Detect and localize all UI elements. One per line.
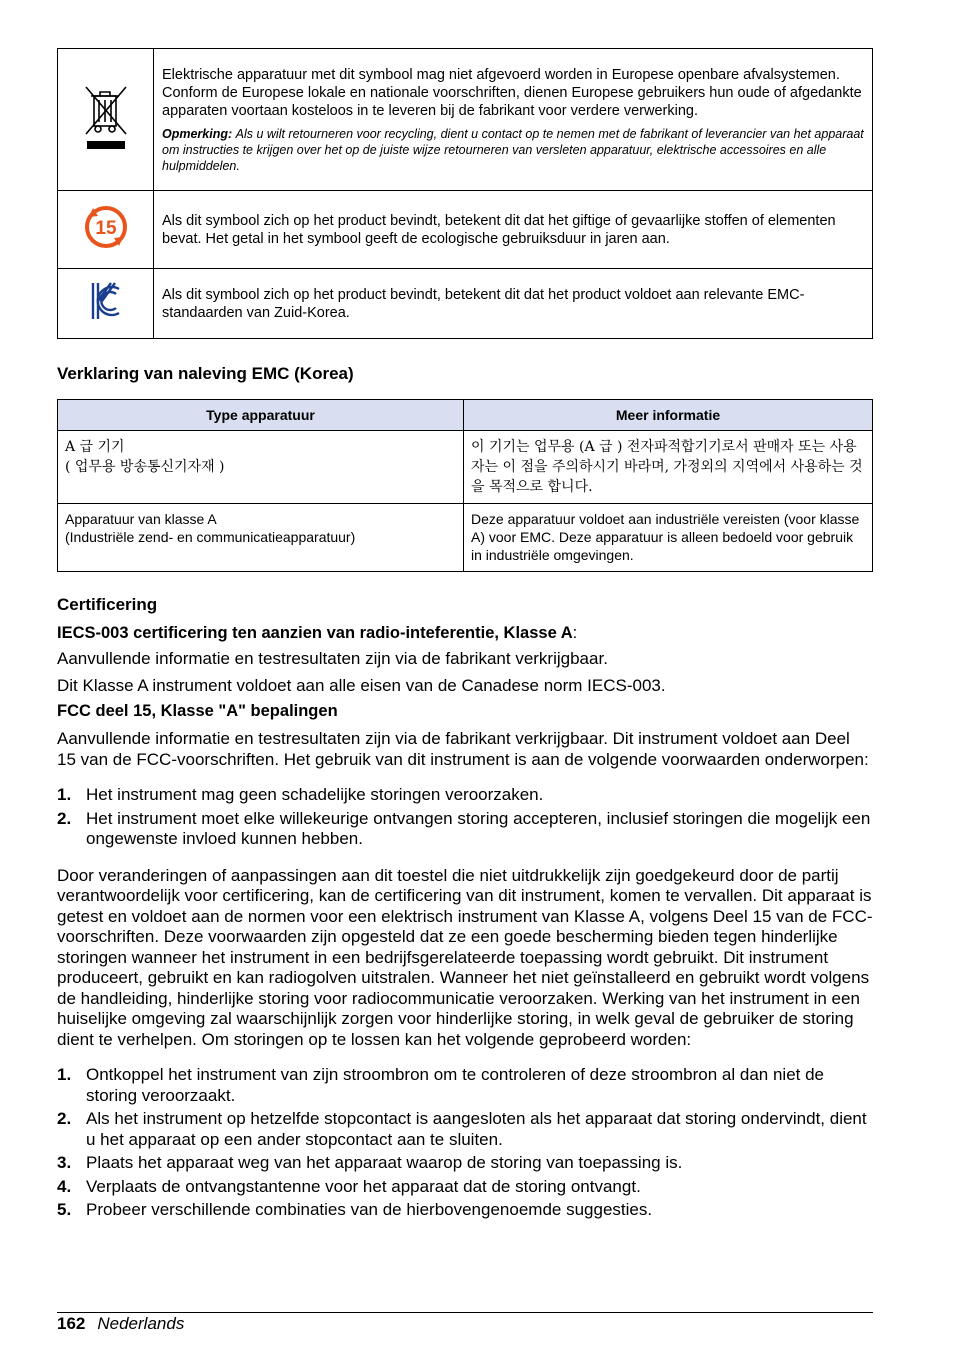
- korea-table: [57, 399, 873, 572]
- symbol-row-weee: [58, 49, 873, 191]
- list-number: 4.: [57, 1176, 72, 1196]
- kc-icon-cell: [58, 269, 154, 339]
- korea-row: [58, 431, 873, 504]
- kc-text-cell: [154, 269, 873, 339]
- cert-heading: Certificering: [57, 595, 158, 614]
- list-item: [57, 1109, 873, 1150]
- list-text: Het instrument moet elke willekeurige ontvangen storing accepteren, inclusief storingen die mogelijk een ongewenste invloed kunnen hebben.: [86, 808, 871, 848]
- fcc-conditions-list: [57, 785, 873, 850]
- list-text: Ontkoppel het instrument van zijn stroombron om te controleren of deze stroombron al dan niet de storing veroorzaakt.: [86, 1065, 825, 1105]
- korea-row-type: [58, 504, 464, 572]
- list-item: [57, 1153, 873, 1174]
- list-item: [57, 809, 873, 850]
- list-text: Verplaats de ontvangstantenne voor het apparaat dat de storing ontvangt.: [86, 1176, 641, 1196]
- iecs-heading-text: IECS-003 certificering ten aanzien van radio-inteferentie, Klasse A: [57, 624, 573, 642]
- note-label: Opmerking:: [162, 126, 233, 141]
- iecs-paragraph-1: Aanvullende informatie en testresultaten zijn via de fabrikant verkrijgbaar.: [57, 649, 608, 668]
- korea-header-row: [58, 400, 873, 431]
- list-item: [57, 1177, 873, 1198]
- fcc-paragraph-2: Door veranderingen of aanpassingen aan dit toestel die niet uitdrukkelijk zijn goedgekeurd door de partij verantwoordelijk voor certificering, kan de certificering van dit instrument, komen te vervallen. Dit apparaat is getest en voldoet aan de normen voor een elektrisch instrument van Klasse A, volgens Deel 15 van de FCC-voorschriften. Deze voorwaarden zijn opgesteld dat ze een goede bescherming bieden tegen hinderlijke storingen wanneer het instrument in een bedrijfsgerelateerde toepassing wordt gebruikt. Dit instrument produceert, gebruikt en kan radiogolven uitstralen. Wanneer het niet geïnstalleerd en gebruikt wordt volgens de handleiding, hinderlijke storing voor radiocommunicatie veroorzaken. Werking van het instrument in een huiselijke omgeving zal waarschijnlijk zorgen voor hinderlijke storing, in welk geval de gebruiker de storing dient te verhelpen. Om storingen op te lossen kan het volgende geprobeerd worden:: [57, 865, 873, 1049]
- symbol-row-kc: [58, 269, 873, 339]
- footer-language: Nederlands: [97, 1314, 185, 1333]
- list-text: Als het instrument op hetzelfde stopcontact is aangesloten als het apparaat dat storing ondervindt, dient u het apparaat op een ander stopcontact aan te sluiten.: [86, 1109, 867, 1149]
- note-text: Als u wilt retourneren voor recycling, dient u contact op te nemen met de fabrikant of leverancier van het apparaat om instructies te krijgen over het op de juiste wijze retourneren van versleten apparatuur, elektrische accessoires en alle hulpmiddelen.: [162, 126, 864, 173]
- list-number: 1.: [57, 785, 72, 804]
- symbol-table: [57, 48, 873, 339]
- type-line1: A 급 기기: [65, 439, 125, 455]
- crossed-out-wheelie-bin-icon: [81, 84, 131, 150]
- type-line1: Apparatuur van klasse A: [65, 511, 217, 527]
- iecs-paragraph-2: Dit Klasse A instrument voldoet aan alle eisen van de Canadese norm IECS-003.: [57, 675, 666, 695]
- china-rohs-15-icon: [83, 204, 129, 250]
- rohs-text-cell: [154, 191, 873, 269]
- symbol-row-rohs: [58, 191, 873, 269]
- list-text: Plaats het apparaat weg van het apparaat waarop de storing van toepassing is.: [86, 1153, 683, 1172]
- page-number: 162: [57, 1314, 86, 1333]
- type-line2: ( 업무용 방송통신기자재 ): [65, 459, 225, 475]
- list-text: Probeer verschillende combinaties van de hierbovengenoemde suggesties.: [86, 1200, 653, 1219]
- page-footer: [57, 1312, 873, 1334]
- type-line2: (Industriële zend- en communicatieapparatuur): [65, 529, 356, 545]
- weee-icon-cell: [58, 49, 154, 191]
- rohs-icon-cell: [58, 191, 154, 269]
- fcc-remedies-list: [57, 1065, 873, 1221]
- iecs-colon: :: [572, 624, 578, 642]
- iecs-subheading: [57, 624, 873, 643]
- list-number: 2.: [57, 1109, 72, 1128]
- rohs-text: Als dit symbool zich op het product bevindt, betekent dit dat het giftige of gevaarlijke stoffen of elementen bevat. Het getal in het symbool geeft de ecologische gebruiksduur in jaren aan.: [162, 212, 836, 247]
- list-item: [57, 1200, 873, 1221]
- korea-row: [58, 504, 873, 572]
- korea-header-info: Meer informatie: [464, 400, 873, 431]
- weee-text-cell: [154, 49, 873, 191]
- list-number: 3.: [57, 1153, 72, 1172]
- kc-text: Als dit symbool zich op het product bevindt, betekent dit dat het product voldoet aan relevante EMC-standaarden van Zuid-Korea.: [162, 286, 805, 321]
- weee-note: [162, 126, 864, 174]
- list-number: 1.: [57, 1065, 72, 1084]
- page-content: [57, 48, 873, 1221]
- list-number: 5.: [57, 1200, 72, 1219]
- rohs-number: 15: [94, 218, 117, 239]
- korea-heading: Verklaring van naleving EMC (Korea): [57, 364, 354, 383]
- korea-row-info: Deze apparatuur voldoet aan industriële vereisten (voor klasse A) voor EMC. Deze apparatuur is alleen bedoeld voor gebruik in industriële omgevingen.: [464, 504, 873, 572]
- kc-mark-icon: [89, 279, 123, 323]
- weee-text: Elektrische apparatuur met dit symbool mag niet afgevoerd worden in Europese openbare afvalsystemen. Conform de Europese lokale en nationale voorschriften, dienen Europese gebruikers hun oude of afgedankte apparaten voortaan kosteloos in te leveren bij de fabrikant voor verdere verwerking.: [162, 66, 862, 119]
- korea-header-type: Type apparatuur: [58, 400, 464, 431]
- korea-row-type: [58, 431, 464, 504]
- fcc-paragraph-1: Aanvullende informatie en testresultaten zijn via de fabrikant verkrijgbaar. Dit instrument voldoet aan Deel 15 van de FCC-voorschriften. Het gebruik van dit instrument is aan de volgende voorwaarden onderworpen:: [57, 729, 869, 769]
- list-number: 2.: [57, 808, 72, 828]
- list-text: Het instrument mag geen schadelijke storingen veroorzaken.: [86, 785, 544, 804]
- fcc-subheading: FCC deel 15, Klasse "A" bepalingen: [57, 702, 338, 720]
- korea-row-info: 이 기기는 업무용 (A 급 ) 전자파적합기기로서 판매자 또는 사용자는 이 점을 주의하시기 바라며, 가정외의 지역에서 사용하는 것을 목적으로 합니다.: [464, 431, 873, 504]
- list-item: [57, 1065, 873, 1106]
- list-item: [57, 785, 873, 806]
